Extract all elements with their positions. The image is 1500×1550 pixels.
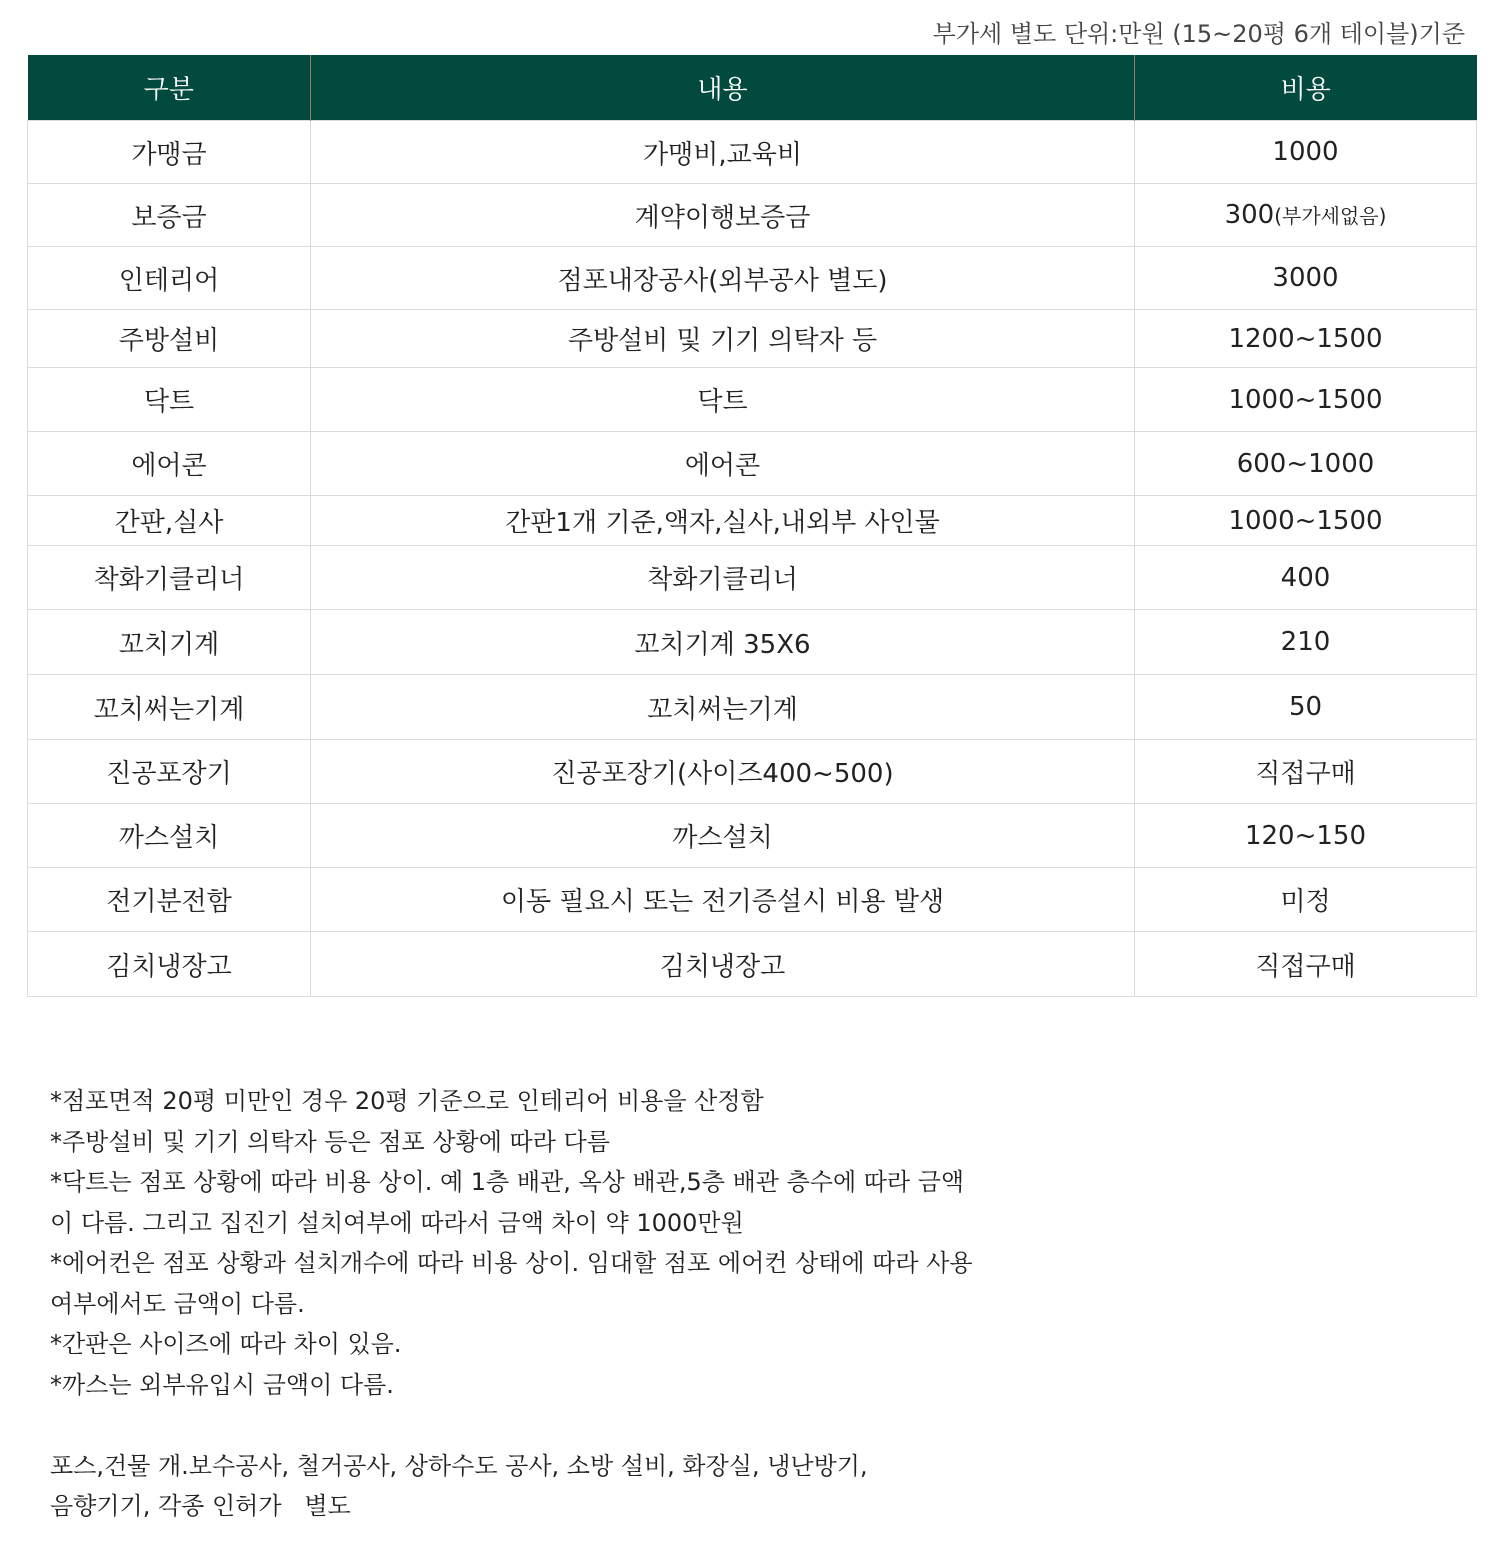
cell-cost — [1135, 310, 1477, 368]
table-row — [28, 247, 1477, 310]
cost-value: 300 — [1224, 200, 1275, 230]
cell-content: 주방설비 및 기기 의탁자 등 — [311, 310, 1135, 368]
cell-category: 진공포장기 — [28, 740, 311, 804]
cell-category: 착화기클리너 — [28, 546, 311, 610]
cell-cost — [1135, 804, 1477, 868]
table-row — [28, 432, 1477, 496]
cell-cost — [1135, 496, 1477, 546]
cell-cost — [1135, 610, 1477, 675]
table-row — [28, 610, 1477, 675]
cell-category: 까스설치 — [28, 804, 311, 868]
cell-category: 인테리어 — [28, 247, 311, 310]
cell-content: 진공포장기(사이즈400~500) — [311, 740, 1135, 804]
extras-line: 음향기기, 각종 인허가 별도 — [50, 1492, 351, 1520]
cell-cost — [1135, 868, 1477, 932]
cell-category: 닥트 — [28, 368, 311, 432]
table-row — [28, 546, 1477, 610]
cell-category: 주방설비 — [28, 310, 311, 368]
note-line: *까스는 외부유입시 금액이 다름. — [50, 1370, 394, 1399]
cell-cost — [1135, 740, 1477, 804]
extras-line: 포스,건물 개.보수공사, 철거공사, 상하수도 공사, 소방 설비, 화장실, 냉난방기, — [50, 1452, 868, 1480]
table-row — [28, 932, 1477, 997]
cell-category: 꼬치써는기계 — [28, 675, 311, 740]
cell-content: 꼬치써는기계 — [311, 675, 1135, 740]
cell-cost — [1135, 184, 1477, 247]
cell-category: 간판,실사 — [28, 496, 311, 546]
cost-note: (부가세없음) — [1274, 204, 1387, 228]
cost-value: 50 — [1288, 692, 1323, 722]
table-row — [28, 496, 1477, 546]
cell-content: 계약이행보증금 — [311, 184, 1135, 247]
cost-value: 1000~1500 — [1228, 505, 1383, 536]
cost-value: 1000~1500 — [1228, 384, 1383, 415]
note-line: *에어컨은 점포 상황과 설치개수에 따라 비용 상이. 임대할 점포 에어컨 상태에 따라 사용 — [50, 1249, 973, 1277]
header-content: 내용 — [311, 55, 1135, 121]
table-body — [28, 121, 1477, 997]
cell-content: 꼬치기계 35X6 — [311, 610, 1135, 675]
cost-value: 미정 — [1280, 887, 1331, 917]
cell-content: 닥트 — [311, 368, 1135, 432]
table-row — [28, 740, 1477, 804]
cell-cost — [1135, 247, 1477, 310]
cell-content: 점포내장공사(외부공사 별도) — [311, 247, 1135, 310]
cost-value: 직접구매 — [1255, 951, 1356, 982]
cell-category: 보증금 — [28, 184, 311, 247]
note-line: 여부에서도 금액이 다름. — [50, 1289, 305, 1318]
cell-cost — [1135, 675, 1477, 740]
note-line: *닥트는 점포 상황에 따라 비용 상이. 예 1층 배관, 옥상 배관,5층 배관 층수에 따라 금액 — [50, 1168, 965, 1196]
extras-section — [50, 1446, 868, 1526]
table-row — [28, 675, 1477, 740]
unit-note: 부가세 별도 단위:만원 (15~20평 6개 테이블)기준 — [932, 20, 1465, 48]
table-row — [28, 804, 1477, 868]
cost-value: 210 — [1280, 627, 1331, 657]
cost-value: 1000 — [1272, 137, 1339, 167]
cell-content: 착화기클리너 — [311, 546, 1135, 610]
cell-cost — [1135, 121, 1477, 184]
header-cost: 비용 — [1135, 55, 1477, 121]
cell-content: 에어콘 — [311, 432, 1135, 496]
table-header-row — [28, 55, 1477, 121]
cell-cost — [1135, 932, 1477, 997]
cost-value: 직접구매 — [1255, 759, 1356, 789]
note-line: *간판은 사이즈에 따라 차이 있음. — [50, 1330, 402, 1358]
cost-value: 120~150 — [1244, 820, 1367, 851]
table-row — [28, 184, 1477, 247]
cell-content: 이동 필요시 또는 전기증설시 비용 발생 — [311, 868, 1135, 932]
cost-value: 400 — [1280, 562, 1331, 593]
cell-category: 전기분전함 — [28, 868, 311, 932]
cell-category: 김치냉장고 — [28, 932, 311, 997]
table-row — [28, 868, 1477, 932]
cell-category: 꼬치기계 — [28, 610, 311, 675]
notes-section — [50, 1081, 973, 1405]
cell-cost — [1135, 432, 1477, 496]
note-line: 이 다름. 그리고 집진기 설치여부에 따라서 금액 차이 약 1000만원 — [50, 1208, 744, 1237]
table-row — [28, 310, 1477, 368]
header-category: 구분 — [28, 55, 311, 121]
note-line: *점포면적 20평 미만인 경우 20평 기준으로 인테리어 비용을 산정함 — [50, 1087, 764, 1115]
cell-category: 가맹금 — [28, 121, 311, 184]
cell-content: 까스설치 — [311, 804, 1135, 868]
note-line: *주방설비 및 기기 의탁자 등은 점포 상황에 따라 다름 — [50, 1127, 610, 1156]
table-row — [28, 368, 1477, 432]
cost-value: 3000 — [1272, 263, 1339, 293]
cost-value: 600~1000 — [1236, 448, 1375, 479]
franchise-cost-table — [27, 55, 1477, 997]
cell-content: 간판1개 기준,액자,실사,내외부 사인물 — [311, 496, 1135, 546]
cell-content: 김치냉장고 — [311, 932, 1135, 997]
cell-cost — [1135, 546, 1477, 610]
cell-cost — [1135, 368, 1477, 432]
cell-content: 가맹비,교육비 — [311, 121, 1135, 184]
cost-value: 1200~1500 — [1228, 323, 1383, 354]
cell-category: 에어콘 — [28, 432, 311, 496]
table-row — [28, 121, 1477, 184]
